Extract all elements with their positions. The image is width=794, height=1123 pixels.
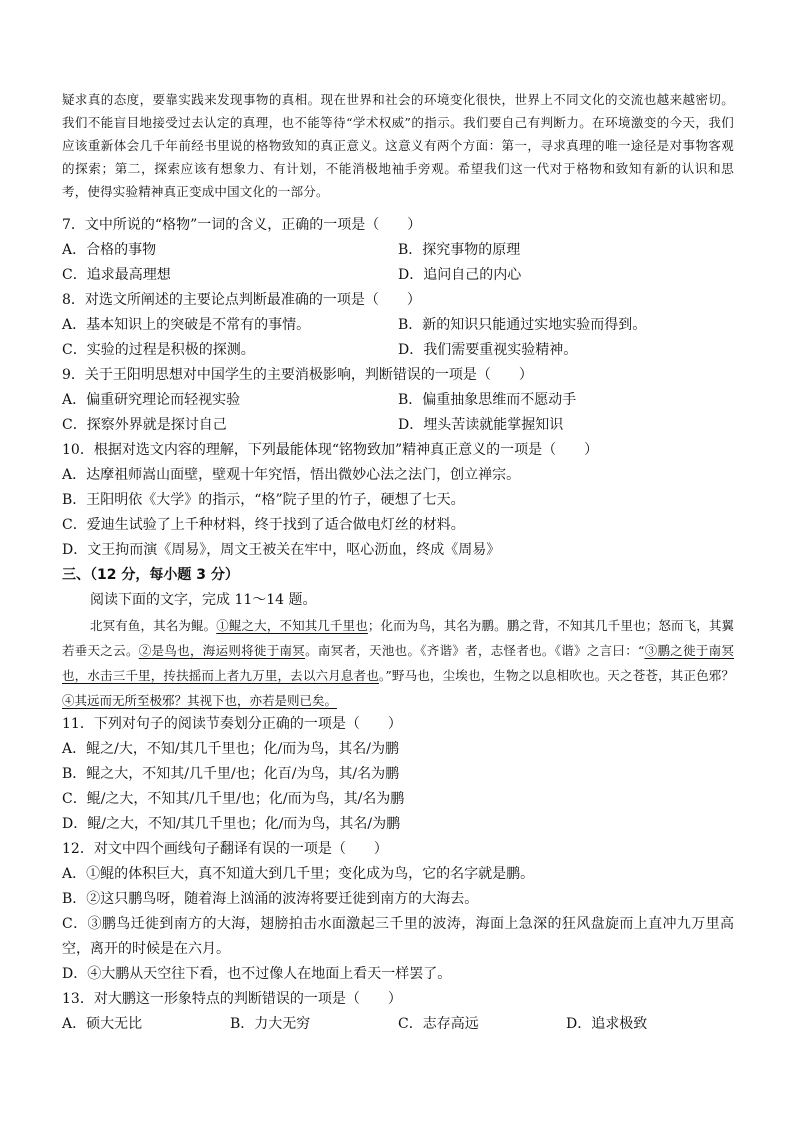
question-11-option-c[interactable]: C．鲲/之大，不知其/几千里/也；化/而为鸟，其/名为鹏 — [62, 791, 405, 807]
question-9-option-d[interactable]: D．埋头苦读就能掌握知识 — [398, 417, 564, 433]
underlined-sentence-3: ③鹏之徙于南冥也，水击三千里，抟扶摇而上者九万里，去以六月息者也 — [62, 643, 734, 683]
question-12-option-b[interactable]: B．②这只鹏鸟呀，随着海上汹涌的波涛将要迁徙到南方的大海去。 — [62, 891, 479, 907]
question-11-option-a[interactable]: A．鲲之/大，不知/其几千里也；化/而为鸟，其名/为鹏 — [62, 741, 399, 757]
question-13 — [62, 987, 734, 1037]
question-12-option-d[interactable]: D．④大鹏从天空往下看，也不过像人在地面上看天一样罢了。 — [62, 966, 452, 982]
passage-text-3: 。南冥者，天池也。《齐谐》者，志怪者也。《谐》之言曰：“ — [305, 643, 645, 658]
question-12-stem: 12．对文中四个画线句子翻译有误的一项是（ ） — [62, 841, 388, 857]
question-7-option-a[interactable]: A．合格的事物 — [62, 242, 157, 258]
question-10-stem: 10．根据对选文内容的理解，下列最能体现“铭物致加”精神真正意义的一项是（ ） — [62, 442, 599, 458]
underlined-sentence-1: ①鲲之大，不知其几千里也 — [216, 618, 368, 633]
question-11-stem: 11．下列对句子的阅读节奏划分正确的一项是（ ） — [62, 716, 402, 732]
question-10-option-b[interactable]: B．王阳明依《大学》的指示，“格”院子里的竹子，硬想了七天。 — [62, 492, 465, 508]
question-13-option-b[interactable]: B．力大无穷 — [230, 1016, 311, 1032]
question-12 — [62, 837, 734, 987]
question-12-option-c[interactable]: C．③鹏鸟迁徙到南方的大海，翅膀拍击水面激起三千里的波涛，海面上急深的狂风盘旋而上直冲九万里高空，离开的时候是在六月。 — [62, 916, 734, 957]
passage-top — [62, 88, 734, 203]
question-10-option-a[interactable]: A．达摩祖师嵩山面壁，壁观十年究悟，悟出微妙心法之法门，创立禅宗。 — [62, 467, 521, 483]
classical-passage — [62, 613, 734, 713]
question-8-option-d[interactable]: D．我们需要重视实验精神。 — [398, 342, 578, 358]
question-10 — [62, 438, 734, 563]
passage-text-4: 。”野马也，尘埃也，生物之以息相吹也。天之苍苍，其正色邪？ — [378, 668, 734, 683]
section-3 — [62, 563, 734, 713]
question-11-option-d[interactable]: D．鲲/之大，不知/其几千里也；化/而为鸟，其名/为鹏 — [62, 816, 401, 832]
question-7-option-c[interactable]: C．追求最高理想 — [62, 267, 171, 283]
question-9-option-c[interactable]: C．探察外界就是探讨自己 — [62, 417, 227, 433]
question-8 — [62, 288, 734, 363]
question-7-option-d[interactable]: D．追问自己的内心 — [398, 267, 522, 283]
question-9-option-b[interactable]: B．偏重抽象思维而不愿动手 — [398, 392, 577, 408]
question-7 — [62, 213, 734, 288]
question-13-option-a[interactable]: A．硕大无比 — [62, 1016, 143, 1032]
question-8-option-b[interactable]: B．新的知识只能通过实地实验而得到。 — [398, 317, 647, 333]
question-9 — [62, 363, 734, 438]
passage-top-text: 疑求真的态度，要靠实践来发现事物的真相。现在世界和社会的环境变化很快，世界上不同文化的交流也越来越密切。我们不能盲目地接受过去认定的真理，也不能等待“学术权威”的指示。我们要自己有判断力。在环境激变的今天，我们应该重新体会几千年前经书里说的格物致知的真正意义。这意义有两个方面：第一，寻求真理的唯一途径是对事物客观的探索；第二，探索应该有想象力、有计划，不能消极地袖手旁观。希望我们这一代对于格物和致知有新的认识和思考，使得实验精神真正变成中国文化的一部分。 — [62, 92, 734, 199]
underlined-sentence-2: ②是鸟也，海运则将徙于南冥 — [138, 643, 306, 658]
passage-text-1: 北冥有鱼，其名为鲲。 — [90, 618, 217, 633]
question-13-stem: 13．对大鹏这一形象特点的判断错误的一项是（ ） — [62, 991, 402, 1007]
question-10-option-d[interactable]: D．文王拘而演《周易》，周文王被关在牢中，呕心沥血，终成《周易》 — [62, 542, 501, 558]
question-9-stem: 9．关于王阳明思想对中国学生的主要消极影响，判断错误的一项是（ ） — [62, 367, 533, 383]
question-7-stem: 7．文中所说的“格物”一词的含义，正确的一项是（ ） — [62, 217, 422, 233]
underlined-sentence-4: ④其远而无所至极邪？其视下也，亦若是则已矣。 — [62, 693, 338, 708]
passage-text-2: ；化而为鸟，其名为鹏。鹏之背，不知其几千里也；怒而飞，其翼若垂天之云。 — [62, 618, 734, 658]
question-11-option-b[interactable]: B．鲲之大，不知其/几千里/也；化百/为鸟，其/名为鹏 — [62, 766, 400, 782]
question-13-option-c[interactable]: C．志存高远 — [398, 1016, 479, 1032]
question-10-option-c[interactable]: C．爱迪生试验了上千种材料，终于找到了适合做电灯丝的材料。 — [62, 517, 465, 533]
question-11 — [62, 712, 734, 837]
question-8-stem: 8．对选文所阐述的主要论点判断最准确的一项是（ ） — [62, 292, 421, 308]
question-9-option-a[interactable]: A．偏重研究理论而轻视实验 — [62, 392, 241, 408]
question-13-option-d[interactable]: D．追求极致 — [566, 1016, 648, 1032]
question-8-option-a[interactable]: A．基本知识上的突破是不常有的事情。 — [62, 317, 311, 333]
section-3-heading: 三、（12 分，每小题 3 分） — [62, 567, 239, 583]
question-12-option-a[interactable]: A．①鲲的体积巨大，真不知道大到几千里；变化成为鸟，它的名字就是鹏。 — [62, 866, 535, 882]
question-8-option-c[interactable]: C．实验的过程是积极的探测。 — [62, 342, 255, 358]
section-3-instruction: 阅读下面的文字，完成 11～14 题。 — [90, 592, 317, 608]
question-7-option-b[interactable]: B．探究事物的原理 — [398, 242, 521, 258]
